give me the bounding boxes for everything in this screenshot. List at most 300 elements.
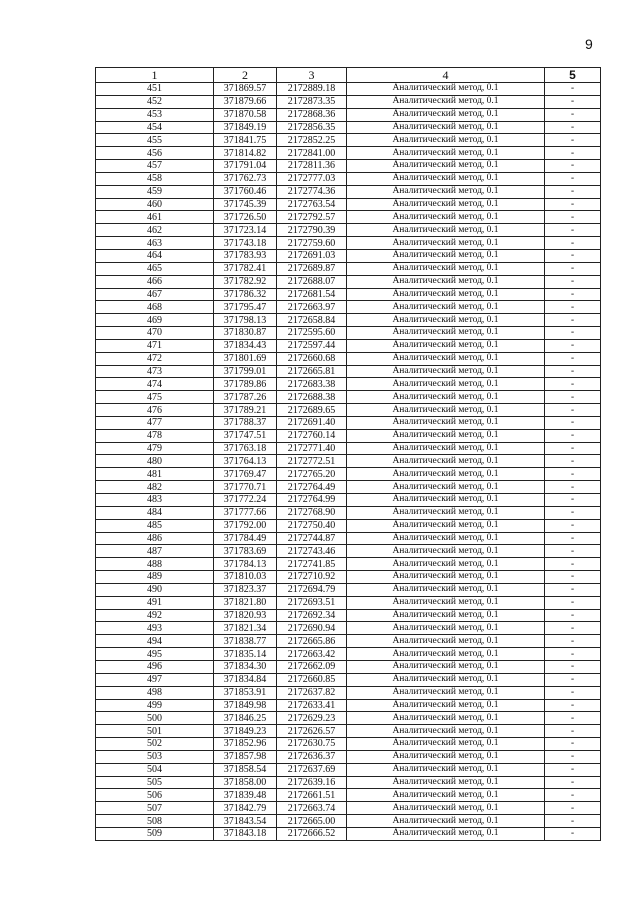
table-row <box>96 198 601 211</box>
table-row <box>96 301 601 314</box>
point-number-cell: 459 <box>96 185 214 198</box>
error-cell: - <box>545 648 601 661</box>
table-row <box>96 673 601 686</box>
page-number: 9 <box>585 36 593 52</box>
error-cell: - <box>545 494 601 507</box>
error-cell: - <box>545 558 601 571</box>
method-cell: Аналитический метод, 0.1 <box>347 327 545 340</box>
x-coordinate-cell: 371849.19 <box>214 121 277 134</box>
point-number-cell: 490 <box>96 583 214 596</box>
point-number-cell: 460 <box>96 198 214 211</box>
point-number-cell: 452 <box>96 95 214 108</box>
point-number-cell: 473 <box>96 365 214 378</box>
x-coordinate-cell: 371723.14 <box>214 224 277 237</box>
y-coordinate-cell: 2172660.85 <box>277 673 347 686</box>
y-coordinate-cell: 2172772.51 <box>277 455 347 468</box>
x-coordinate-cell: 371747.51 <box>214 429 277 442</box>
point-number-cell: 468 <box>96 301 214 314</box>
error-cell: - <box>545 802 601 815</box>
table-row <box>96 660 601 673</box>
point-number-cell: 493 <box>96 622 214 635</box>
table-row <box>96 416 601 429</box>
error-cell: - <box>545 660 601 673</box>
point-number-cell: 488 <box>96 558 214 571</box>
error-cell: - <box>545 211 601 224</box>
method-cell: Аналитический метод, 0.1 <box>347 455 545 468</box>
error-cell: - <box>545 237 601 250</box>
x-coordinate-cell: 371764.13 <box>214 455 277 468</box>
x-coordinate-cell: 371792.00 <box>214 519 277 532</box>
method-cell: Аналитический метод, 0.1 <box>347 211 545 224</box>
method-cell: Аналитический метод, 0.1 <box>347 365 545 378</box>
x-coordinate-cell: 371843.54 <box>214 815 277 828</box>
method-cell: Аналитический метод, 0.1 <box>347 609 545 622</box>
point-number-cell: 509 <box>96 827 214 840</box>
y-coordinate-cell: 2172662.09 <box>277 660 347 673</box>
error-cell: - <box>545 147 601 160</box>
table-row <box>96 352 601 365</box>
point-number-cell: 500 <box>96 712 214 725</box>
table-row <box>96 327 601 340</box>
error-cell: - <box>545 571 601 584</box>
x-coordinate-cell: 371852.96 <box>214 738 277 751</box>
y-coordinate-cell: 2172764.99 <box>277 494 347 507</box>
table-body <box>96 83 601 841</box>
point-number-cell: 481 <box>96 468 214 481</box>
error-cell: - <box>545 339 601 352</box>
error-cell: - <box>545 609 601 622</box>
y-coordinate-cell: 2172637.82 <box>277 686 347 699</box>
x-coordinate-cell: 371787.26 <box>214 391 277 404</box>
point-number-cell: 457 <box>96 160 214 173</box>
y-coordinate-cell: 2172663.42 <box>277 648 347 661</box>
method-cell: Аналитический метод, 0.1 <box>347 545 545 558</box>
table-row <box>96 455 601 468</box>
y-coordinate-cell: 2172691.40 <box>277 416 347 429</box>
method-cell: Аналитический метод, 0.1 <box>347 660 545 673</box>
error-cell: - <box>545 827 601 840</box>
x-coordinate-cell: 371846.25 <box>214 712 277 725</box>
y-coordinate-cell: 2172765.20 <box>277 468 347 481</box>
y-coordinate-cell: 2172630.75 <box>277 738 347 751</box>
error-cell: - <box>545 481 601 494</box>
method-cell: Аналитический метод, 0.1 <box>347 712 545 725</box>
y-coordinate-cell: 2172744.87 <box>277 532 347 545</box>
table-row <box>96 583 601 596</box>
table-row <box>96 404 601 417</box>
y-coordinate-cell: 2172841.00 <box>277 147 347 160</box>
point-number-cell: 507 <box>96 802 214 815</box>
y-coordinate-cell: 2172771.40 <box>277 442 347 455</box>
x-coordinate-cell: 371810.03 <box>214 571 277 584</box>
error-cell: - <box>545 596 601 609</box>
error-cell: - <box>545 95 601 108</box>
y-coordinate-cell: 2172774.36 <box>277 185 347 198</box>
y-coordinate-cell: 2172792.57 <box>277 211 347 224</box>
x-coordinate-cell: 371763.18 <box>214 442 277 455</box>
point-number-cell: 499 <box>96 699 214 712</box>
table-row <box>96 121 601 134</box>
error-cell: - <box>545 429 601 442</box>
method-cell: Аналитический метод, 0.1 <box>347 789 545 802</box>
point-number-cell: 482 <box>96 481 214 494</box>
point-number-cell: 463 <box>96 237 214 250</box>
point-number-cell: 498 <box>96 686 214 699</box>
method-cell: Аналитический метод, 0.1 <box>347 648 545 661</box>
point-number-cell: 496 <box>96 660 214 673</box>
x-coordinate-cell: 371834.84 <box>214 673 277 686</box>
column-header-method: 4 <box>347 68 545 83</box>
error-cell: - <box>545 506 601 519</box>
x-coordinate-cell: 371777.66 <box>214 506 277 519</box>
x-coordinate-cell: 371745.39 <box>214 198 277 211</box>
method-cell: Аналитический метод, 0.1 <box>347 673 545 686</box>
x-coordinate-cell: 371858.00 <box>214 776 277 789</box>
method-cell: Аналитический метод, 0.1 <box>347 750 545 763</box>
table-row <box>96 494 601 507</box>
method-cell: Аналитический метод, 0.1 <box>347 147 545 160</box>
table-row <box>96 481 601 494</box>
point-number-cell: 494 <box>96 635 214 648</box>
table-row <box>96 339 601 352</box>
method-cell: Аналитический метод, 0.1 <box>347 404 545 417</box>
method-cell: Аналитический метод, 0.1 <box>347 83 545 96</box>
table-row <box>96 262 601 275</box>
x-coordinate-cell: 371782.41 <box>214 262 277 275</box>
error-cell: - <box>545 134 601 147</box>
x-coordinate-cell: 371821.34 <box>214 622 277 635</box>
y-coordinate-cell: 2172693.51 <box>277 596 347 609</box>
y-coordinate-cell: 2172868.36 <box>277 108 347 121</box>
table-row <box>96 134 601 147</box>
y-coordinate-cell: 2172665.00 <box>277 815 347 828</box>
point-number-cell: 470 <box>96 327 214 340</box>
y-coordinate-cell: 2172692.34 <box>277 609 347 622</box>
point-number-cell: 461 <box>96 211 214 224</box>
error-cell: - <box>545 391 601 404</box>
table-row <box>96 738 601 751</box>
y-coordinate-cell: 2172764.49 <box>277 481 347 494</box>
y-coordinate-cell: 2172750.40 <box>277 519 347 532</box>
x-coordinate-cell: 371835.14 <box>214 648 277 661</box>
method-cell: Аналитический метод, 0.1 <box>347 519 545 532</box>
x-coordinate-cell: 371789.86 <box>214 378 277 391</box>
error-cell: - <box>545 327 601 340</box>
method-cell: Аналитический метод, 0.1 <box>347 301 545 314</box>
error-cell: - <box>545 712 601 725</box>
error-cell: - <box>545 583 601 596</box>
x-coordinate-cell: 371841.75 <box>214 134 277 147</box>
y-coordinate-cell: 2172688.07 <box>277 275 347 288</box>
table-row <box>96 763 601 776</box>
table-row <box>96 622 601 635</box>
table-row <box>96 827 601 840</box>
method-cell: Аналитический метод, 0.1 <box>347 738 545 751</box>
method-cell: Аналитический метод, 0.1 <box>347 416 545 429</box>
y-coordinate-cell: 2172633.41 <box>277 699 347 712</box>
y-coordinate-cell: 2172665.86 <box>277 635 347 648</box>
x-coordinate-cell: 371814.82 <box>214 147 277 160</box>
method-cell: Аналитический метод, 0.1 <box>347 776 545 789</box>
method-cell: Аналитический метод, 0.1 <box>347 314 545 327</box>
y-coordinate-cell: 2172691.03 <box>277 249 347 262</box>
x-coordinate-cell: 371869.57 <box>214 83 277 96</box>
y-coordinate-cell: 2172759.60 <box>277 237 347 250</box>
y-coordinate-cell: 2172665.81 <box>277 365 347 378</box>
x-coordinate-cell: 371772.24 <box>214 494 277 507</box>
error-cell: - <box>545 108 601 121</box>
x-coordinate-cell: 371743.18 <box>214 237 277 250</box>
coordinates-table <box>95 67 601 841</box>
method-cell: Аналитический метод, 0.1 <box>347 802 545 815</box>
point-number-cell: 484 <box>96 506 214 519</box>
x-coordinate-cell: 371821.80 <box>214 596 277 609</box>
point-number-cell: 491 <box>96 596 214 609</box>
point-number-cell: 492 <box>96 609 214 622</box>
method-cell: Аналитический метод, 0.1 <box>347 108 545 121</box>
table-row <box>96 185 601 198</box>
error-cell: - <box>545 249 601 262</box>
point-number-cell: 451 <box>96 83 214 96</box>
method-cell: Аналитический метод, 0.1 <box>347 635 545 648</box>
method-cell: Аналитический метод, 0.1 <box>347 121 545 134</box>
point-number-cell: 469 <box>96 314 214 327</box>
method-cell: Аналитический метод, 0.1 <box>347 583 545 596</box>
x-coordinate-cell: 371788.37 <box>214 416 277 429</box>
error-cell: - <box>545 288 601 301</box>
table-row <box>96 506 601 519</box>
x-coordinate-cell: 371834.30 <box>214 660 277 673</box>
point-number-cell: 474 <box>96 378 214 391</box>
method-cell: Аналитический метод, 0.1 <box>347 815 545 828</box>
y-coordinate-cell: 2172639.16 <box>277 776 347 789</box>
point-number-cell: 508 <box>96 815 214 828</box>
point-number-cell: 472 <box>96 352 214 365</box>
y-coordinate-cell: 2172663.74 <box>277 802 347 815</box>
table-row <box>96 288 601 301</box>
y-coordinate-cell: 2172629.23 <box>277 712 347 725</box>
table-row <box>96 609 601 622</box>
table-row <box>96 789 601 802</box>
method-cell: Аналитический метод, 0.1 <box>347 249 545 262</box>
x-coordinate-cell: 371858.54 <box>214 763 277 776</box>
x-coordinate-cell: 371839.48 <box>214 789 277 802</box>
y-coordinate-cell: 2172768.90 <box>277 506 347 519</box>
table-row <box>96 545 601 558</box>
error-cell: - <box>545 750 601 763</box>
table-row <box>96 83 601 96</box>
y-coordinate-cell: 2172741.85 <box>277 558 347 571</box>
column-header-x: 2 <box>214 68 277 83</box>
table-row <box>96 275 601 288</box>
method-cell: Аналитический метод, 0.1 <box>347 596 545 609</box>
error-cell: - <box>545 275 601 288</box>
method-cell: Аналитический метод, 0.1 <box>347 134 545 147</box>
header-row <box>96 68 601 83</box>
x-coordinate-cell: 371783.93 <box>214 249 277 262</box>
method-cell: Аналитический метод, 0.1 <box>347 378 545 391</box>
y-coordinate-cell: 2172689.65 <box>277 404 347 417</box>
point-number-cell: 480 <box>96 455 214 468</box>
method-cell: Аналитический метод, 0.1 <box>347 262 545 275</box>
point-number-cell: 464 <box>96 249 214 262</box>
x-coordinate-cell: 371879.66 <box>214 95 277 108</box>
point-number-cell: 477 <box>96 416 214 429</box>
x-coordinate-cell: 371842.79 <box>214 802 277 815</box>
method-cell: Аналитический метод, 0.1 <box>347 185 545 198</box>
table-row <box>96 519 601 532</box>
error-cell: - <box>545 725 601 738</box>
point-number-cell: 495 <box>96 648 214 661</box>
table-row <box>96 147 601 160</box>
error-cell: - <box>545 378 601 391</box>
y-coordinate-cell: 2172743.46 <box>277 545 347 558</box>
method-cell: Аналитический метод, 0.1 <box>347 481 545 494</box>
table-row <box>96 429 601 442</box>
y-coordinate-cell: 2172636.37 <box>277 750 347 763</box>
y-coordinate-cell: 2172763.54 <box>277 198 347 211</box>
error-cell: - <box>545 172 601 185</box>
error-cell: - <box>545 545 601 558</box>
x-coordinate-cell: 371849.23 <box>214 725 277 738</box>
column-header-error: 5 <box>545 68 601 83</box>
x-coordinate-cell: 371823.37 <box>214 583 277 596</box>
column-header-point: 1 <box>96 68 214 83</box>
error-cell: - <box>545 404 601 417</box>
x-coordinate-cell: 371830.87 <box>214 327 277 340</box>
point-number-cell: 456 <box>96 147 214 160</box>
method-cell: Аналитический метод, 0.1 <box>347 352 545 365</box>
method-cell: Аналитический метод, 0.1 <box>347 763 545 776</box>
x-coordinate-cell: 371782.92 <box>214 275 277 288</box>
method-cell: Аналитический метод, 0.1 <box>347 429 545 442</box>
table-row <box>96 249 601 262</box>
y-coordinate-cell: 2172597.44 <box>277 339 347 352</box>
method-cell: Аналитический метод, 0.1 <box>347 339 545 352</box>
x-coordinate-cell: 371838.77 <box>214 635 277 648</box>
method-cell: Аналитический метод, 0.1 <box>347 622 545 635</box>
table-row <box>96 108 601 121</box>
point-number-cell: 471 <box>96 339 214 352</box>
point-number-cell: 475 <box>96 391 214 404</box>
x-coordinate-cell: 371795.47 <box>214 301 277 314</box>
method-cell: Аналитический метод, 0.1 <box>347 237 545 250</box>
point-number-cell: 501 <box>96 725 214 738</box>
y-coordinate-cell: 2172889.18 <box>277 83 347 96</box>
error-cell: - <box>545 224 601 237</box>
table-row <box>96 648 601 661</box>
x-coordinate-cell: 371789.21 <box>214 404 277 417</box>
error-cell: - <box>545 763 601 776</box>
method-cell: Аналитический метод, 0.1 <box>347 198 545 211</box>
table-row <box>96 160 601 173</box>
point-number-cell: 502 <box>96 738 214 751</box>
x-coordinate-cell: 371834.43 <box>214 339 277 352</box>
table-row <box>96 686 601 699</box>
method-cell: Аналитический метод, 0.1 <box>347 686 545 699</box>
y-coordinate-cell: 2172811.36 <box>277 160 347 173</box>
y-coordinate-cell: 2172790.39 <box>277 224 347 237</box>
x-coordinate-cell: 371853.91 <box>214 686 277 699</box>
table-row <box>96 635 601 648</box>
error-cell: - <box>545 635 601 648</box>
method-cell: Аналитический метод, 0.1 <box>347 95 545 108</box>
point-number-cell: 479 <box>96 442 214 455</box>
y-coordinate-cell: 2172661.51 <box>277 789 347 802</box>
x-coordinate-cell: 371770.71 <box>214 481 277 494</box>
error-cell: - <box>545 699 601 712</box>
error-cell: - <box>545 442 601 455</box>
table-row <box>96 712 601 725</box>
method-cell: Аналитический метод, 0.1 <box>347 442 545 455</box>
x-coordinate-cell: 371786.32 <box>214 288 277 301</box>
error-cell: - <box>545 519 601 532</box>
table-row <box>96 211 601 224</box>
x-coordinate-cell: 371799.01 <box>214 365 277 378</box>
table-row <box>96 224 601 237</box>
table-row <box>96 314 601 327</box>
x-coordinate-cell: 371784.49 <box>214 532 277 545</box>
point-number-cell: 486 <box>96 532 214 545</box>
point-number-cell: 489 <box>96 571 214 584</box>
point-number-cell: 487 <box>96 545 214 558</box>
error-cell: - <box>545 160 601 173</box>
x-coordinate-cell: 371769.47 <box>214 468 277 481</box>
table-row <box>96 699 601 712</box>
y-coordinate-cell: 2172777.03 <box>277 172 347 185</box>
method-cell: Аналитический метод, 0.1 <box>347 288 545 301</box>
x-coordinate-cell: 371783.69 <box>214 545 277 558</box>
y-coordinate-cell: 2172626.57 <box>277 725 347 738</box>
error-cell: - <box>545 121 601 134</box>
method-cell: Аналитический метод, 0.1 <box>347 172 545 185</box>
table-row <box>96 802 601 815</box>
method-cell: Аналитический метод, 0.1 <box>347 160 545 173</box>
x-coordinate-cell: 371843.18 <box>214 827 277 840</box>
method-cell: Аналитический метод, 0.1 <box>347 275 545 288</box>
table-row <box>96 776 601 789</box>
point-number-cell: 458 <box>96 172 214 185</box>
error-cell: - <box>545 686 601 699</box>
error-cell: - <box>545 83 601 96</box>
column-header-y: 3 <box>277 68 347 83</box>
error-cell: - <box>545 532 601 545</box>
table-row <box>96 378 601 391</box>
error-cell: - <box>545 198 601 211</box>
table-row <box>96 172 601 185</box>
y-coordinate-cell: 2172694.79 <box>277 583 347 596</box>
point-number-cell: 504 <box>96 763 214 776</box>
method-cell: Аналитический метод, 0.1 <box>347 468 545 481</box>
table-row <box>96 237 601 250</box>
method-cell: Аналитический метод, 0.1 <box>347 224 545 237</box>
x-coordinate-cell: 371791.04 <box>214 160 277 173</box>
table-row <box>96 95 601 108</box>
y-coordinate-cell: 2172637.69 <box>277 763 347 776</box>
y-coordinate-cell: 2172666.52 <box>277 827 347 840</box>
error-cell: - <box>545 352 601 365</box>
point-number-cell: 503 <box>96 750 214 763</box>
y-coordinate-cell: 2172856.35 <box>277 121 347 134</box>
table-row <box>96 468 601 481</box>
method-cell: Аналитический метод, 0.1 <box>347 558 545 571</box>
method-cell: Аналитический метод, 0.1 <box>347 699 545 712</box>
y-coordinate-cell: 2172688.38 <box>277 391 347 404</box>
point-number-cell: 453 <box>96 108 214 121</box>
point-number-cell: 505 <box>96 776 214 789</box>
point-number-cell: 497 <box>96 673 214 686</box>
x-coordinate-cell: 371760.46 <box>214 185 277 198</box>
